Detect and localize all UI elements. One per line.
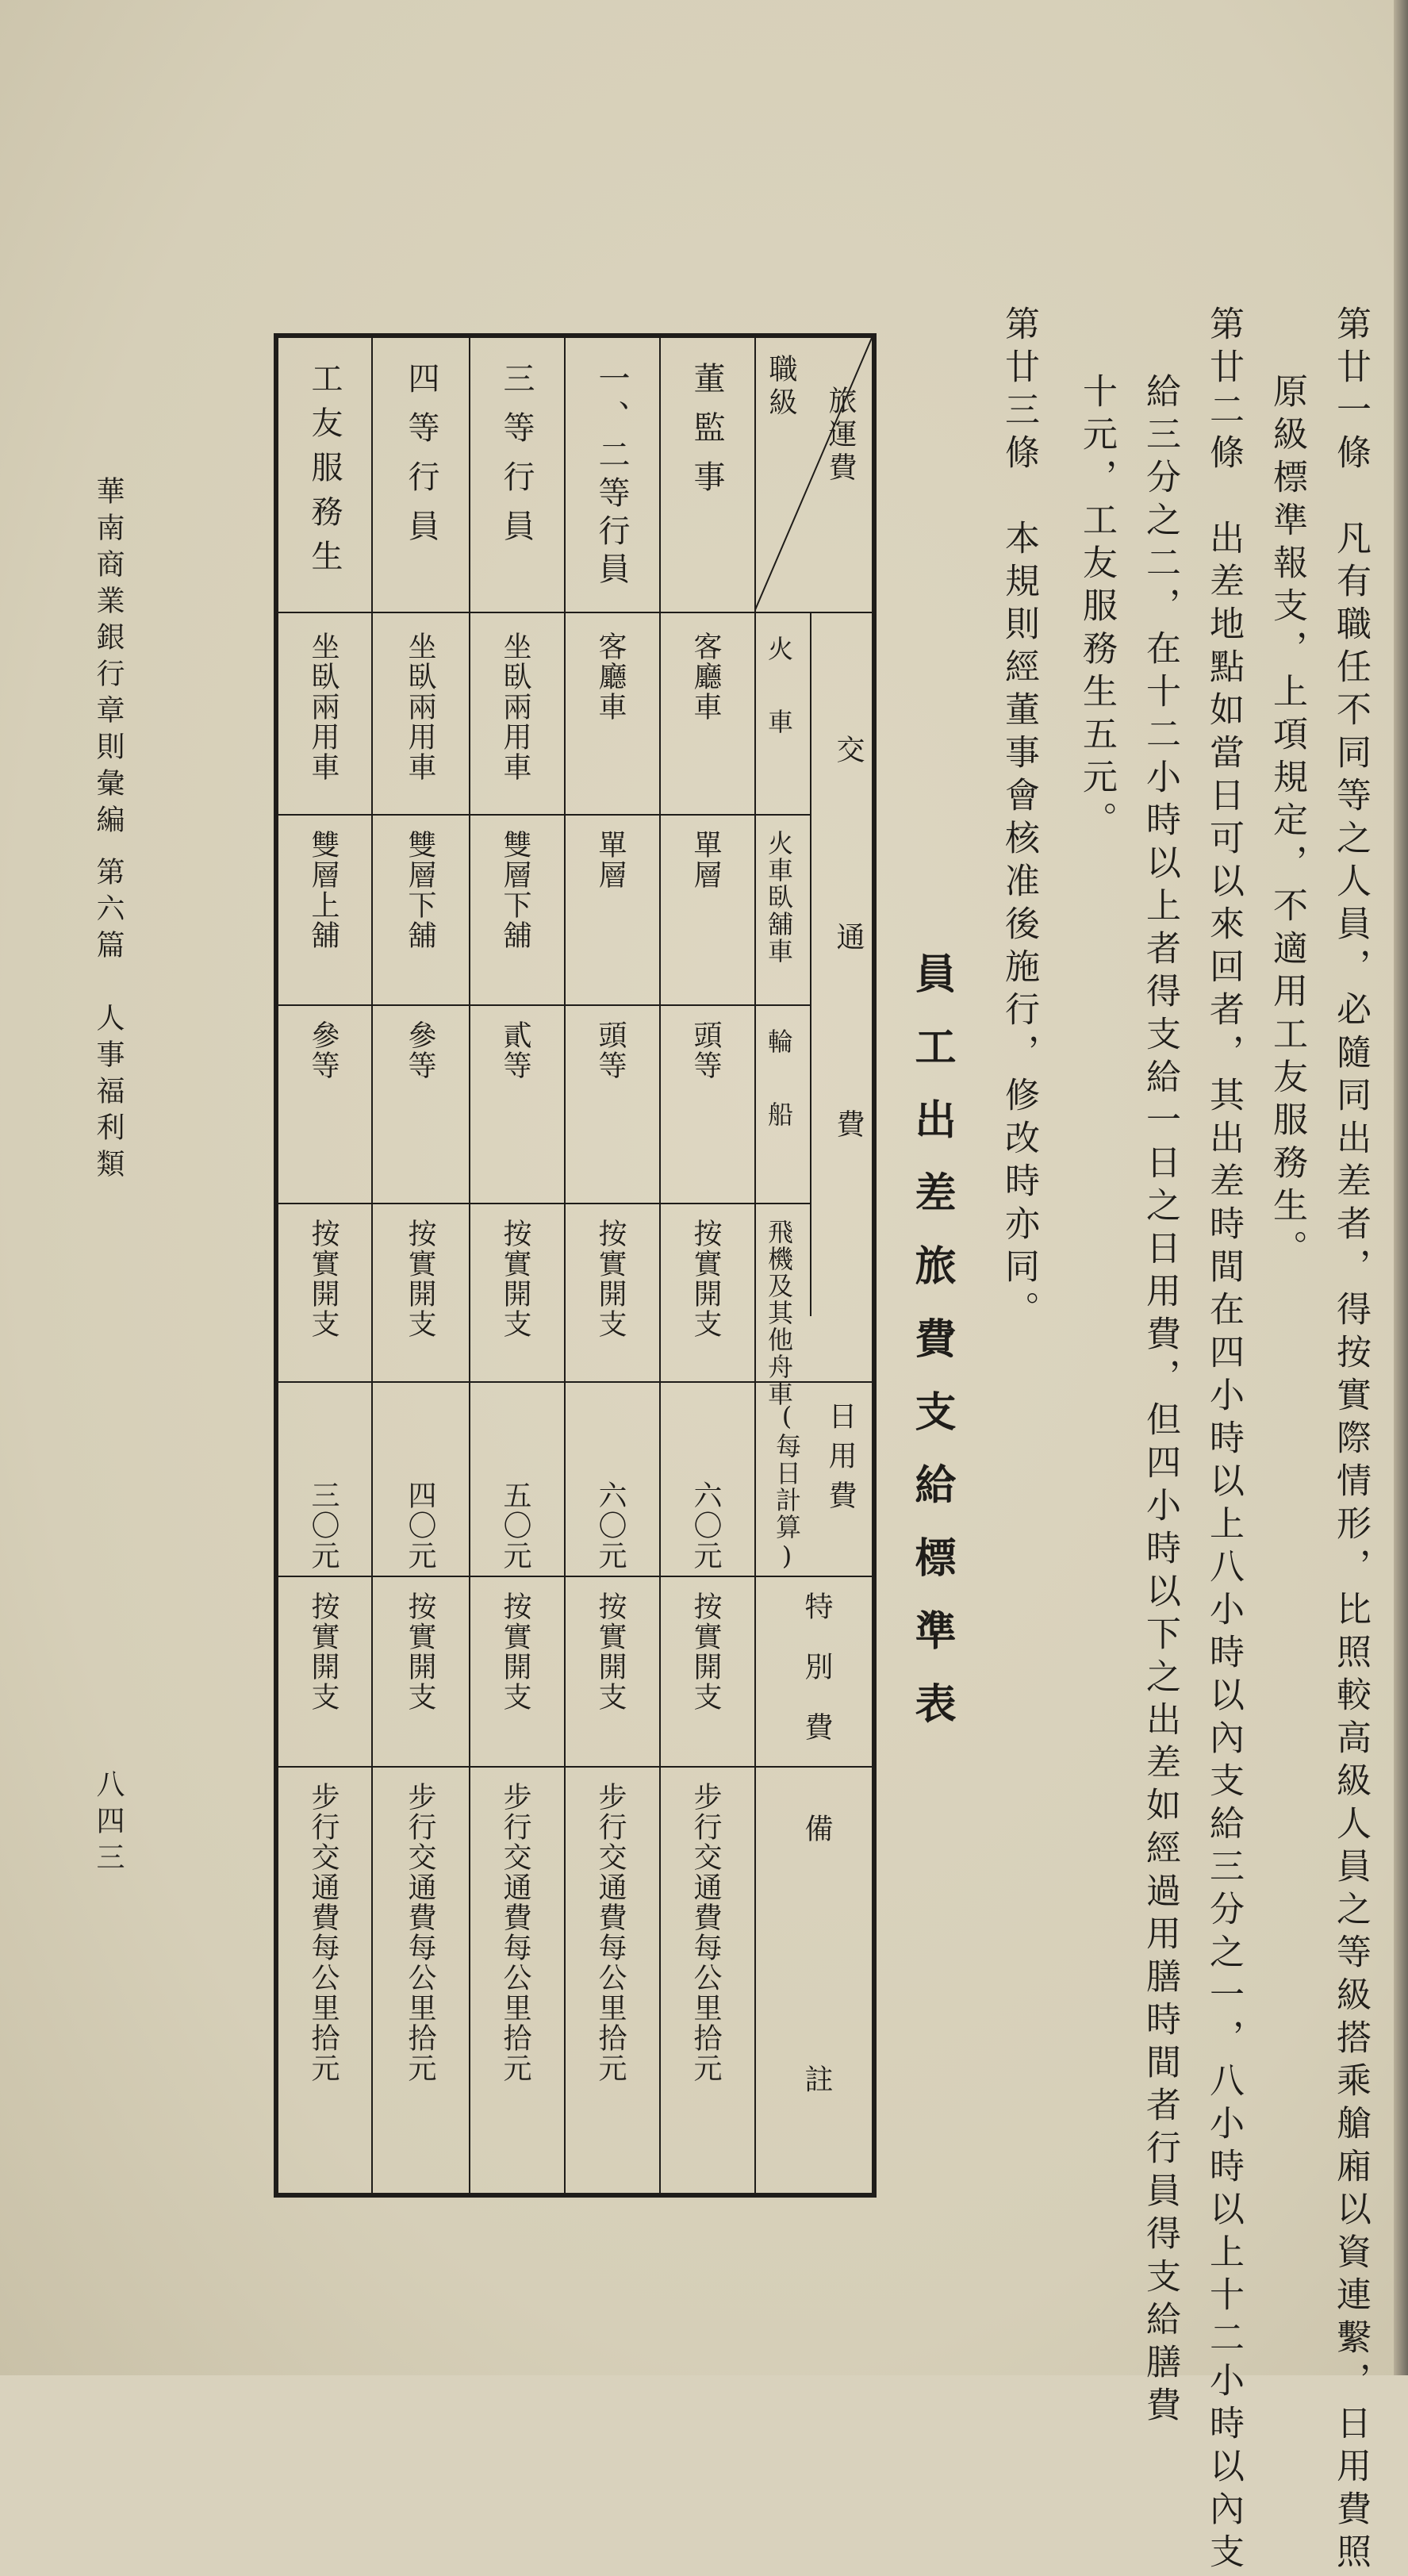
row-remarks: 步行交通費每公里拾元: [594, 1782, 627, 2083]
article-22-line-3: 十元，工友服務生五元。: [1076, 373, 1117, 844]
chapter-name: 第六篇 人事福利類: [92, 857, 125, 1185]
article-22-line-2: 給三分之二，在十二小時以上者得支給一日之日用費，但四小時以下之出差如經過用膳時間者行員得支給膳費: [1140, 373, 1180, 2429]
header-ship: 輪船: [764, 1028, 794, 1174]
header-sub-divider: [754, 1203, 810, 1204]
header-sub-divider: [754, 1004, 810, 1006]
row-train: 客廳車: [689, 632, 722, 722]
table-title: 員工出差旅費支給標準表: [907, 952, 956, 1755]
band-divider-train: [278, 814, 754, 816]
row-daily: 六〇元: [689, 1480, 722, 1571]
corner-header-bottom: 職級: [765, 354, 797, 420]
row-train: 坐臥兩用車: [404, 632, 436, 782]
table-divider: [371, 338, 373, 2193]
header-remarks: 備註: [800, 1814, 833, 2315]
row-train: 坐臥兩用車: [307, 632, 340, 782]
row-remarks: 步行交通費每公里拾元: [307, 1782, 340, 2083]
article-23-line: 第廿三條 本規則經董事會核准後施行，修改時亦同。: [999, 305, 1039, 1334]
row-sleeper: 單層: [594, 830, 627, 890]
row-train: 客廳車: [594, 632, 627, 722]
band-divider-ship: [278, 1203, 754, 1204]
row-rank: 董監事: [689, 362, 725, 509]
row-daily: 四〇元: [404, 1480, 436, 1571]
row-daily: 三〇元: [307, 1480, 340, 1571]
row-ship: 貳等: [499, 1020, 531, 1081]
row-plane: 按實開支: [689, 1219, 722, 1339]
table-divider: [564, 338, 566, 2193]
header-train: 火車: [764, 635, 794, 781]
row-rank: 四等行員: [403, 362, 439, 559]
transport-header: 交通費: [832, 735, 865, 1296]
row-plane: 按實開支: [499, 1219, 531, 1339]
table-divider: [469, 338, 470, 2193]
table-divider: [754, 338, 756, 2193]
article-22-line-1: 第廿二條 出差地點如當日可以來回者，其出差時間在四小時以上八小時以內支給三分之一，八小時以上十二小時以內支: [1203, 305, 1244, 2576]
row-rank: 三等行員: [498, 362, 535, 559]
header-plane: 飛機及其他舟車: [764, 1219, 794, 1407]
row-plane: 按實開支: [594, 1219, 627, 1339]
band-divider-sleeper: [278, 1004, 754, 1006]
row-remarks: 步行交通費每公里拾元: [689, 1782, 722, 2083]
row-ship: 頭等: [689, 1020, 722, 1081]
row-ship: 參等: [307, 1020, 340, 1081]
table-divider: [659, 338, 661, 2193]
header-sub-divider: [754, 814, 810, 816]
band-divider-rank: [278, 612, 872, 613]
header-daily: 日用費: [824, 1401, 857, 1520]
row-special: 按實開支: [499, 1591, 531, 1712]
row-rank: 一、二等行員: [593, 362, 630, 590]
header-transport-divider: [810, 612, 811, 1316]
row-daily: 五〇元: [499, 1480, 531, 1571]
row-remarks: 步行交通費每公里拾元: [499, 1782, 531, 2083]
header-special: 特別費: [800, 1591, 833, 1772]
header-sleeper: 火車臥舖車: [764, 830, 794, 965]
row-special: 按實開支: [689, 1591, 722, 1712]
band-divider-daily: [278, 1576, 872, 1577]
row-special: 按實開支: [404, 1591, 436, 1712]
row-special: 按實開支: [594, 1591, 627, 1712]
band-divider-special: [278, 1766, 872, 1768]
book-title: 華南商業銀行章則彙編: [92, 476, 125, 841]
travel-expense-table: [274, 333, 877, 2315]
article-21-line-1: 第廿一條 凡有職任不同等之人員，必隨同出差者，得按實際情形，比照較高級人員之等級搭乘艙廂以資連繫，日用費照: [1330, 305, 1371, 2576]
row-ship: 頭等: [594, 1020, 627, 1081]
page-number: 八四三: [92, 1769, 125, 1879]
header-daily-note: (每日計算): [772, 1401, 802, 1572]
row-sleeper: 雙層下舖: [499, 830, 531, 950]
row-rank: 工友服務生: [306, 362, 343, 584]
row-special: 按實開支: [307, 1591, 340, 1712]
row-plane: 按實開支: [307, 1219, 340, 1339]
corner-header-top: 旅運費: [824, 386, 857, 486]
row-remarks: 步行交通費每公里拾元: [404, 1782, 436, 2083]
row-sleeper: 雙層下舖: [404, 830, 436, 950]
page-edge: [1394, 0, 1408, 2375]
row-train: 坐臥兩用車: [499, 632, 531, 782]
row-sleeper: 單層: [689, 830, 722, 890]
row-ship: 參等: [404, 1020, 436, 1081]
article-21-line-2: 原級標準報支，上項規定，不適用工友服務生。: [1267, 373, 1307, 1273]
row-sleeper: 雙層上舖: [307, 830, 340, 950]
row-daily: 六〇元: [594, 1480, 627, 1571]
row-plane: 按實開支: [404, 1219, 436, 1339]
